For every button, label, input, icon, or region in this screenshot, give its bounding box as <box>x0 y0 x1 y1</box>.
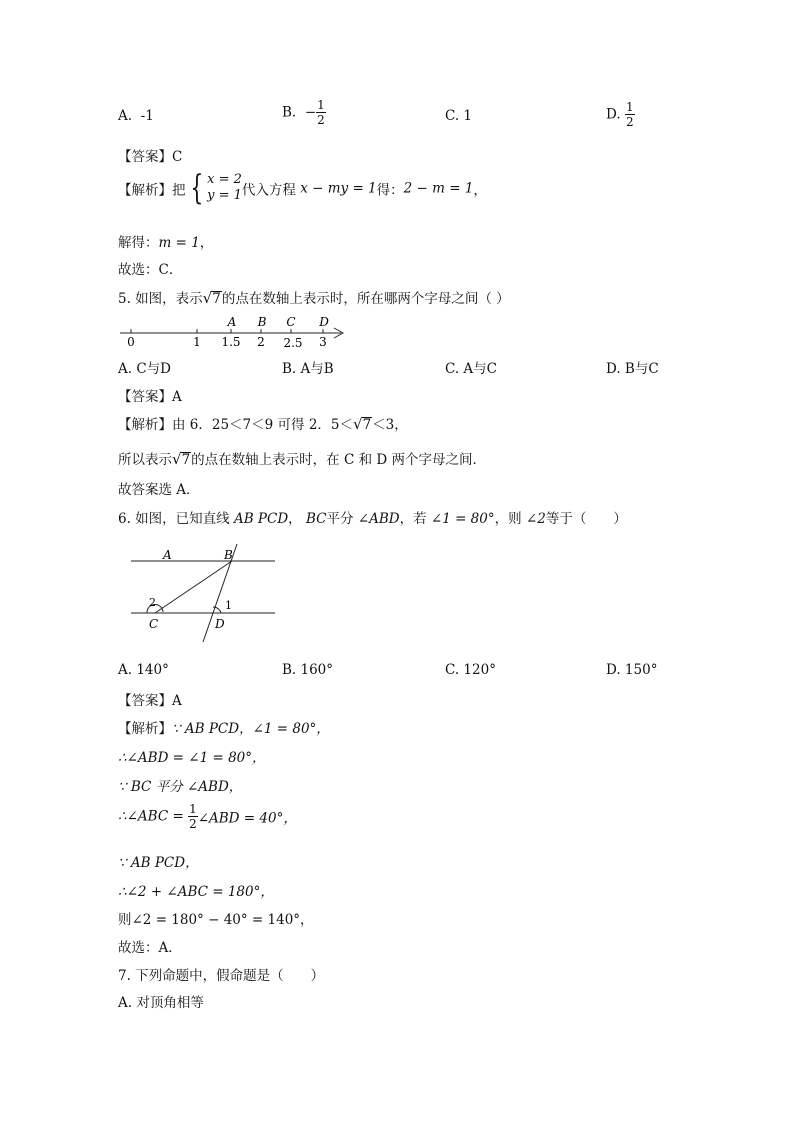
q6-option-a: A. 140° <box>118 662 169 678</box>
q4-choose: 故选：C． <box>118 262 183 278</box>
q5-option-a: A. C与D <box>118 361 171 377</box>
q5-analysis: 【解析】由 6．25＜7＜9 可得 2．5＜√7＜3， <box>118 415 408 433</box>
q6-analysis-3: ∵ BC 平分 ∠ABD， <box>118 779 243 795</box>
tick-label-2: 2 <box>257 335 265 349</box>
fraction: $\frac{1}{2}$ <box>625 100 634 129</box>
letter-a: A <box>227 315 237 329</box>
label-c: C <box>149 617 159 631</box>
label-d: D <box>215 617 225 631</box>
q5-option-c: C. A与C <box>445 361 498 377</box>
equation-system: x = 2 y = 1 <box>207 172 242 204</box>
q4-option-c: C. 1 <box>445 108 473 124</box>
q6-analysis-7: 则∠2 = 180° − 40° = 140°， <box>118 912 314 928</box>
q6-analysis-4: ∴∠ABC = $\frac{1}{2}$ ∠ABD = 40°， <box>118 802 297 831</box>
q5-option-b: B. A与B <box>282 361 334 377</box>
radical-sign: √ <box>172 450 182 468</box>
q4-option-b: B. − $\frac{1}{2}$ <box>282 98 325 127</box>
letter-c: C <box>286 315 296 329</box>
q6-option-b: B. 160° <box>282 662 334 678</box>
tick-label-0: 0 <box>127 335 135 349</box>
q5-analysis-line2: 所以表示√7的点在数轴上表示时，在 C 和 D 两个字母之间． <box>118 450 486 468</box>
tick-label-1: 1 <box>193 335 201 349</box>
q4-option-a: A. -1 <box>118 108 154 124</box>
tick-label-3: 3 <box>319 335 327 349</box>
q4-solve: 解得：m = 1， <box>118 235 214 251</box>
tick-label-1-5: 1.5 <box>221 335 241 349</box>
q6-analysis-2: ∴∠ABD = ∠1 = 80°， <box>118 750 266 766</box>
letter-d: D <box>319 315 329 329</box>
q4-answer: 【答案】C <box>118 149 183 165</box>
radical-sign: √ <box>353 415 363 433</box>
q5-answer: 【答案】A <box>118 389 182 405</box>
q6-answer: 【答案】A <box>118 693 182 709</box>
q6-analysis-1: 【解析】∵ AB PCD，∠1 = 80°， <box>118 721 330 737</box>
q5-choose: 故答案选 A． <box>118 482 200 498</box>
q4-option-d: D. $\frac{1}{2}$ <box>606 100 634 129</box>
q6-option-c: C. 120° <box>445 662 496 678</box>
letter-b: B <box>257 315 267 329</box>
q6-stem: 6. 如图，已知直线 AB PCD， BC平分 ∠ABD，若 ∠1 = 80°，则 ∠2等于（ ） <box>118 511 627 527</box>
q4-analysis: 【解析】把 { x = 2 y = 1 代入方程 x − my = 1得：2 − m = 1， <box>118 167 487 208</box>
q7-option-a: A. 对顶角相等 <box>118 995 204 1011</box>
label-a: A <box>163 548 172 562</box>
label-b: B <box>224 548 233 562</box>
q5-stem: 5. 如图，表示√7的点在数轴上表示时，所在哪两个字母之间（ ） <box>118 289 510 307</box>
label-angle-1: 1 <box>225 599 232 612</box>
left-brace: { <box>189 167 203 208</box>
fraction: $\frac{1}{2}$ <box>317 98 325 127</box>
tick-label-2-5: 2.5 <box>283 336 303 350</box>
radical-sign: √ <box>202 289 213 307</box>
parallel-lines-figure <box>125 540 285 648</box>
q6-choose: 故选：A． <box>118 940 182 956</box>
q7-stem: 7. 下列命题中，假命题是（ ） <box>118 968 325 984</box>
fraction: $\frac{1}{2}$ <box>189 802 197 831</box>
q6-option-d: D. 150° <box>606 662 658 678</box>
segment-bc <box>155 561 232 613</box>
number-line-figure <box>115 313 355 355</box>
q6-analysis-5: ∵ AB PCD， <box>118 855 199 871</box>
label-angle-2: 2 <box>149 596 156 609</box>
q5-option-d: D. B与C <box>606 361 659 377</box>
q6-analysis-6: ∴∠2 + ∠ABC = 180°， <box>118 884 274 900</box>
